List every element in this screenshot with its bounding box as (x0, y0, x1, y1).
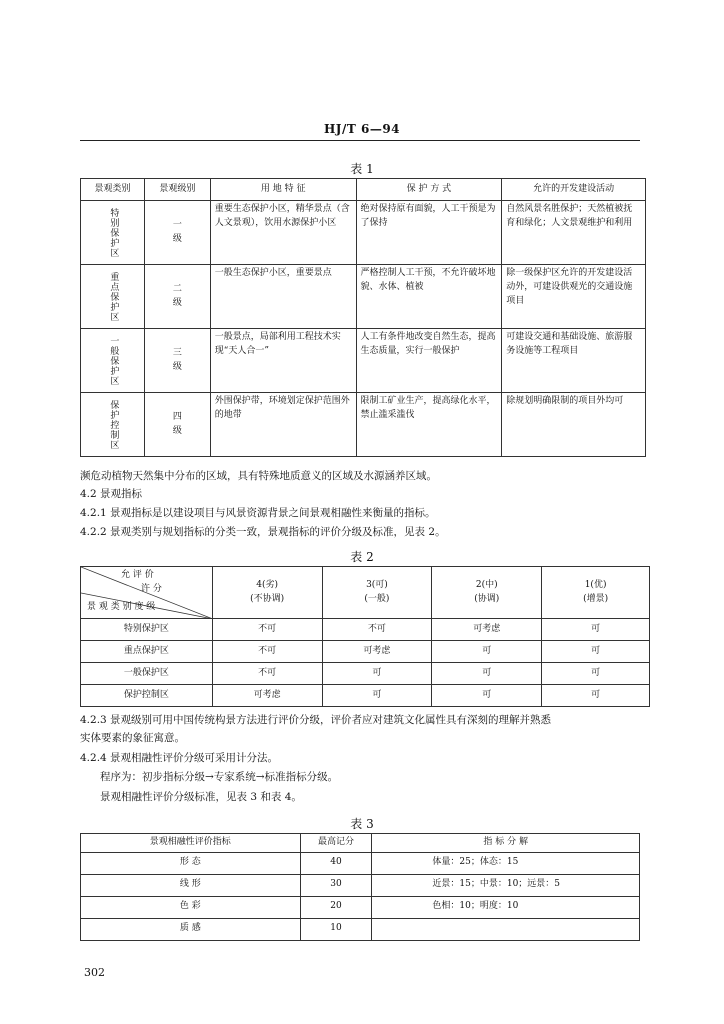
t3-detail (372, 918, 640, 940)
t2-col-sub: (不协调) (250, 593, 285, 604)
table-row (81, 619, 650, 641)
t1-category: 重点保护区 (108, 271, 119, 322)
t1-header-cell: 景观类别 (81, 179, 145, 201)
t2-cell: 不可 (212, 641, 322, 663)
t2-cell: 可考虑 (322, 641, 432, 663)
t1-level-num: 一 (172, 219, 182, 230)
table-row (81, 641, 650, 663)
t3-indicator: 线 形 (81, 874, 301, 896)
t1-header-cell: 景观级别 (144, 179, 210, 201)
t2-col-main: 2(中) (475, 579, 498, 590)
t3-detail: 体量：25；体态：15 (372, 852, 640, 874)
t2-cell: 可 (432, 663, 542, 685)
table3-caption: 表 3 (350, 817, 374, 831)
t1-feature: 一般生态保护小区，重要景点 (210, 265, 356, 329)
table-row (81, 663, 650, 685)
table-row (81, 201, 646, 265)
page-number: 302 (84, 966, 105, 979)
t2-cell: 不可 (322, 619, 432, 641)
paragraph: 4.2.2 景观类别与规划指标的分类一致，景观指标的评价分级及标准，见表 2。 (80, 526, 446, 538)
paragraph: 4.2.3 景观级别可用中国传统构景方法进行评价分级，评价者应对建筑文化属性具有深刻的理解并熟悉 (80, 714, 552, 726)
t2-cell: 可 (322, 685, 432, 707)
t3-score: 10 (300, 918, 372, 940)
table-row (81, 874, 640, 896)
t1-level-suffix: 级 (172, 361, 182, 372)
t2-cell: 可 (432, 685, 542, 707)
paragraph: 景观相融性评价分级标准，见表 3 和表 4。 (100, 791, 302, 803)
t1-category: 一般保护区 (108, 335, 119, 386)
t1-level-suffix: 级 (172, 297, 182, 308)
t3-indicator: 色 彩 (81, 896, 301, 918)
t2-col-sub: (一般) (364, 593, 390, 604)
t2-row-label: 一般保护区 (81, 663, 213, 685)
t2-cell: 可 (432, 641, 542, 663)
table-row (81, 393, 646, 457)
t2-col-sub: (增景) (583, 593, 609, 604)
t3-indicator: 质 感 (81, 918, 301, 940)
table-row (81, 265, 646, 329)
t2-cell: 不可 (212, 619, 322, 641)
t2-row-label: 特别保护区 (81, 619, 213, 641)
table-row (81, 685, 650, 707)
table-row (81, 896, 640, 918)
t2-corner-bottom: 景 观 类 别 度 级 (87, 602, 156, 612)
t3-header-cell: 景观相融性评价指标 (81, 834, 301, 853)
t2-cell: 可 (542, 663, 650, 685)
table1 (80, 178, 646, 457)
t3-score: 40 (300, 852, 372, 874)
t1-dev: 除规划明确限制的项目外均可 (502, 393, 646, 457)
t3-score: 20 (300, 896, 372, 918)
t2-col-sub: (协调) (474, 593, 500, 604)
t1-category: 保护控制区 (108, 399, 119, 450)
paragraph: 4.2.1 景观指标是以建设项目与风景资源背景之间景观相融性来衡量的指标。 (80, 507, 436, 519)
t1-protect: 绝对保持原有面貌，人工干预是为了保持 (356, 201, 502, 265)
table1-caption: 表 1 (350, 162, 374, 176)
t1-protect: 严格控制人工干预，不允许破坏地貌、水体、植被 (356, 265, 502, 329)
t1-header-cell: 保 护 方 式 (356, 179, 502, 201)
t2-cell: 可 (542, 685, 650, 707)
table-row (81, 329, 646, 393)
t2-row-label: 重点保护区 (81, 641, 213, 663)
t1-dev: 自然风景名胜保护；天然植被抚育和绿化；人文景观维护和利用 (502, 201, 646, 265)
t2-col-main: 4(劣) (256, 579, 278, 590)
paragraph: 程序为：初步指标分级→专家系统→标准指标分级。 (100, 771, 339, 783)
page-header: HJ/T 6—94 (323, 122, 401, 136)
t1-protect: 人工有条件地改变自然生态，提高生态质量，实行一般保护 (356, 329, 502, 393)
t2-col-main: 1(优) (584, 579, 607, 590)
t1-level-suffix: 级 (172, 425, 182, 436)
t2-cell: 可考虑 (432, 619, 542, 641)
t1-category: 特别保护区 (108, 207, 119, 258)
t1-level-num: 三 (172, 347, 182, 358)
header-rule (80, 140, 640, 141)
t2-corner-cell (81, 567, 213, 619)
t3-detail: 色相：10；明度：10 (372, 896, 640, 918)
t1-level-num: 二 (172, 283, 182, 294)
t1-dev: 除一级保护区允许的开发建设活动外，可建设供观光的交通设施项目 (502, 265, 646, 329)
t1-level-num: 四 (172, 411, 182, 422)
table2-caption: 表 2 (350, 550, 374, 564)
t2-row-label: 保护控制区 (81, 685, 213, 707)
section-heading: 4.2 景观指标 (80, 488, 143, 500)
t1-header-cell: 允许的开发建设活动 (502, 179, 646, 201)
t2-cell: 不可 (212, 663, 322, 685)
t3-header-cell: 指 标 分 解 (372, 834, 640, 853)
t1-protect: 限制工矿业生产，提高绿化水平，禁止滥采滥伐 (356, 393, 502, 457)
t2-cell: 可 (542, 619, 650, 641)
t1-feature: 重要生态保护小区，精华景点（含人文景观），饮用水源保护小区 (210, 201, 356, 265)
t3-score: 30 (300, 874, 372, 896)
paragraph: 4.2.4 景观相融性评价分级可采用计分法。 (80, 752, 279, 764)
t2-cell: 可 (542, 641, 650, 663)
table-row (81, 918, 640, 940)
table3 (80, 833, 640, 941)
paragraph: 濒危动植物天然集中分布的区域，具有特殊地质意义的区域及水源涵养区域。 (80, 470, 437, 482)
t2-corner-mid: 许 分 (141, 584, 162, 594)
t3-indicator: 形 态 (81, 852, 301, 874)
table-row (81, 852, 640, 874)
paragraph: 实体要素的象征寓意。 (80, 732, 185, 744)
t2-cell: 可考虑 (212, 685, 322, 707)
table2 (80, 566, 650, 707)
t1-dev: 可建设交通和基础设施、旅游服务设施等工程项目 (502, 329, 646, 393)
t2-cell: 可 (322, 663, 432, 685)
t1-level-suffix: 级 (172, 233, 182, 244)
t1-feature: 外围保护带，环境划定保护范围外的地带 (210, 393, 356, 457)
t2-corner-top: 允 评 价 (121, 570, 154, 580)
t3-header-cell: 最高记分 (300, 834, 372, 853)
t3-detail: 近景：15；中景：10；远景：5 (372, 874, 640, 896)
t1-header-cell: 用 地 特 征 (210, 179, 356, 201)
t1-feature: 一般景点，局部利用工程技术实现“天人合一” (210, 329, 356, 393)
t2-col-main: 3(可) (366, 579, 388, 590)
